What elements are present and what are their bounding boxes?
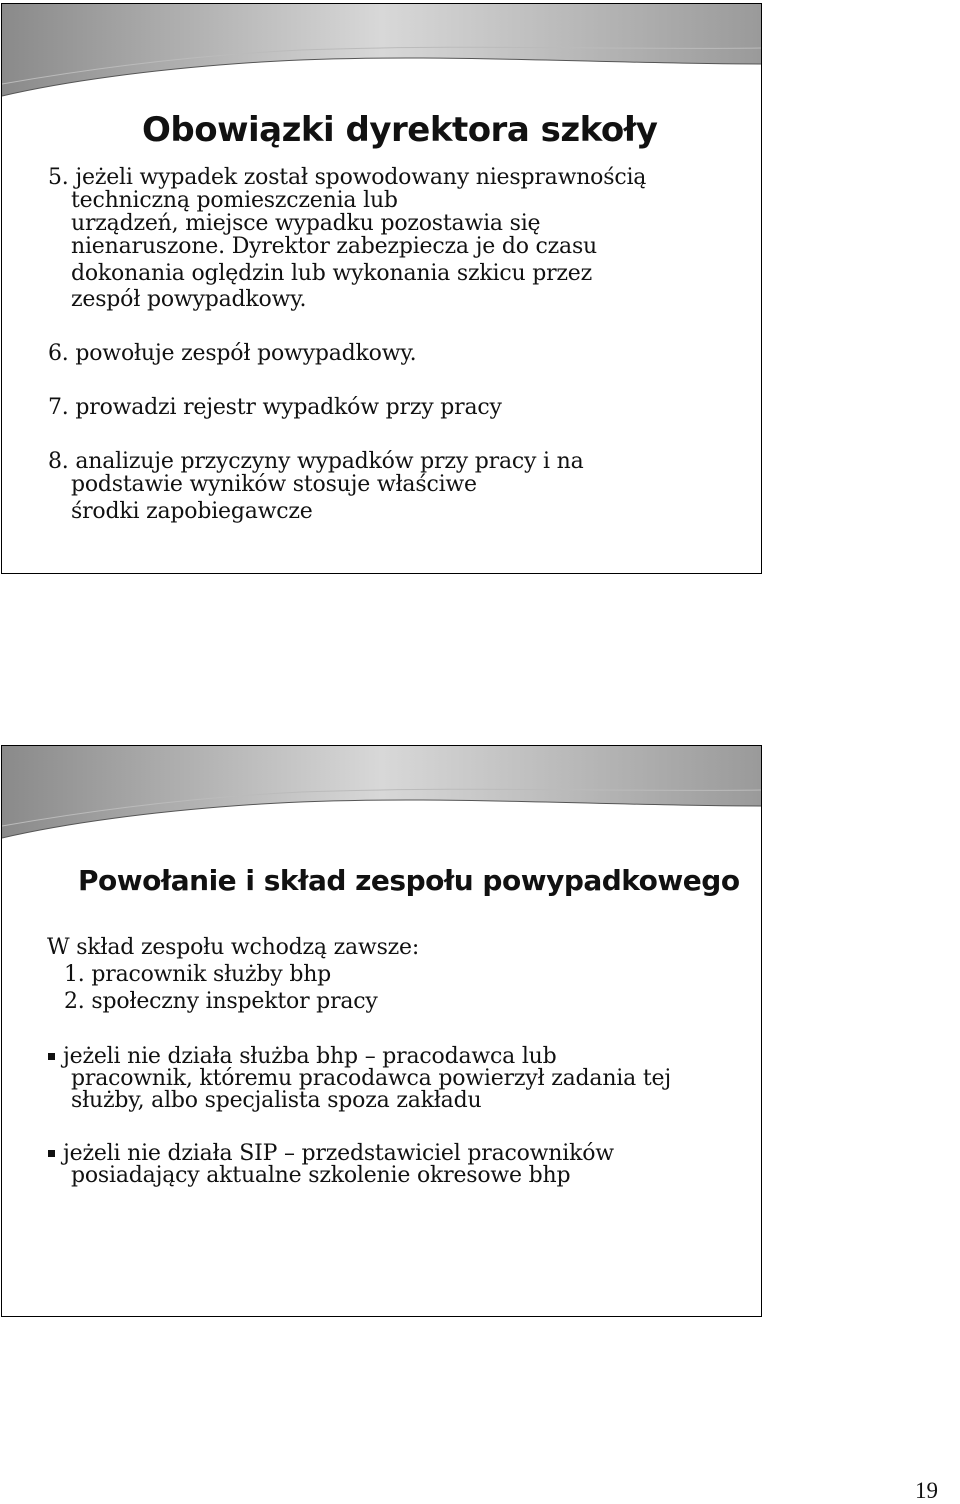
text-line: 8. analizuje przyczyny wypadków przy pracy i na xyxy=(48,449,584,474)
bullet-text: pracownik, któremu pracodawca powierzył zadania tej xyxy=(71,1066,671,1091)
text-line: dokonania oględzin lub wykonania szkicu przez xyxy=(71,261,593,286)
text-line: 7. prowadzi rejestr wypadków przy pracy xyxy=(48,395,502,420)
list-item: 2. społeczny inspektor pracy xyxy=(64,989,378,1014)
slide-title: Obowiązki dyrektora szkoły xyxy=(142,110,658,150)
slide-2 xyxy=(1,745,762,1317)
text-line: nienaruszone. Dyrektor zabezpiecza je do czasu xyxy=(71,234,598,259)
slide-1 xyxy=(1,3,762,574)
bullet-text: służby, albo specjalista spoza zakładu xyxy=(71,1088,482,1113)
wave-decoration xyxy=(2,746,761,846)
intro-text: W skład zespołu wchodzą zawsze: xyxy=(47,935,420,960)
wave-decoration xyxy=(2,4,761,104)
list-item: 1. pracownik służby bhp xyxy=(64,962,332,987)
square-bullet-icon xyxy=(48,1150,55,1157)
bullet-text: jeżeli nie działa służba bhp – pracodawca lub xyxy=(63,1044,557,1069)
text-line: urządzeń, miejsce wypadku pozostawia się xyxy=(71,211,541,236)
slide-title: Powołanie i skład zespołu powypadkowego xyxy=(78,864,740,897)
bullet-text: posiadający aktualne szkolenie okresowe bhp xyxy=(71,1163,571,1188)
bullet-text: jeżeli nie działa SIP – przedstawiciel pracowników xyxy=(63,1141,614,1166)
text-line: środki zapobiegawcze xyxy=(71,499,313,524)
text-line: 6. powołuje zespół powypadkowy. xyxy=(48,341,417,366)
text-line: 5. jeżeli wypadek został spowodowany niesprawnością xyxy=(48,165,647,190)
square-bullet-icon xyxy=(48,1053,55,1060)
page-number: 19 xyxy=(915,1478,938,1503)
text-line: podstawie wyników stosuje właściwe xyxy=(71,472,477,497)
text-line: zespół powypadkowy. xyxy=(71,287,307,312)
text-line: techniczną pomieszczenia lub xyxy=(71,188,398,213)
